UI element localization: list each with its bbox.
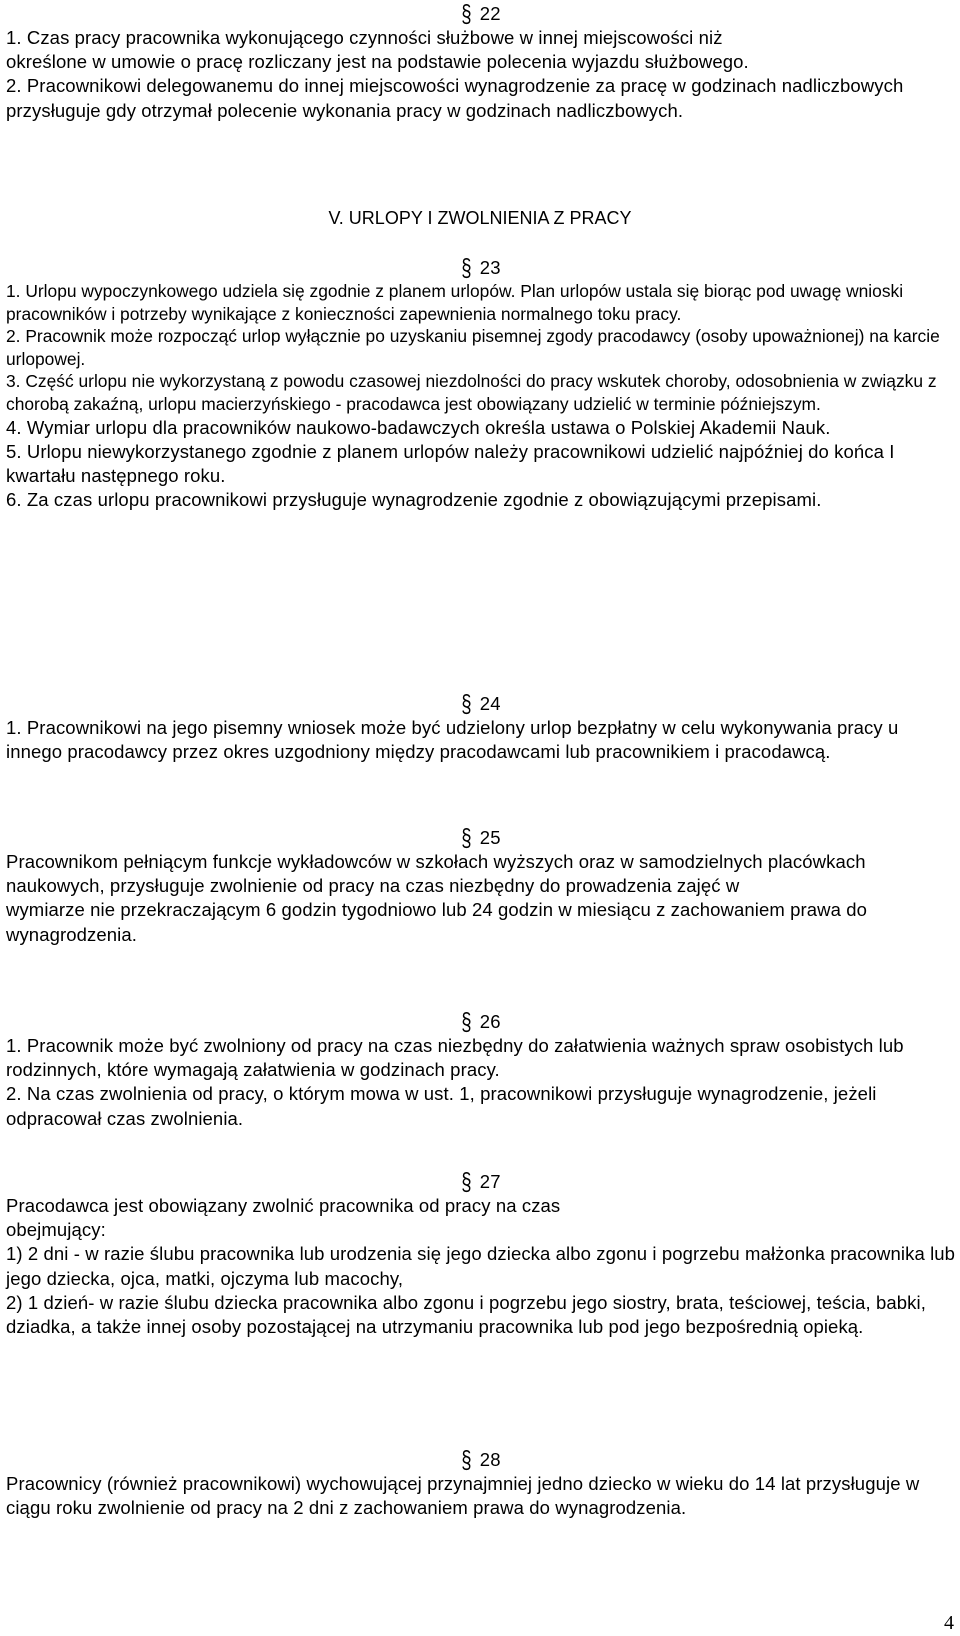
section-number: 28 [479,1449,501,1470]
paragraph: 2. Pracownik może rozpocząć urlop wyłącznie po uzyskaniu pisemnej zgody pracodawcy (osoby upoważnionej) na karcie urlopowej. [6,326,940,369]
section-22 [6,2,956,123]
section-sign: § [461,1167,472,1196]
paragraph: 4. Wymiar urlopu dla pracowników naukowo-badawczych określa ustawa o Polskiej Akademii Nauk. [6,416,831,438]
section-sign: § [461,689,472,718]
section-heading [6,253,956,282]
section-heading [6,1007,956,1036]
paragraph: 5. Urlopu niewykorzystanego zgodnie z planem urlopów należy pracownikowi udzielić najpóźniej do końca I kwartału następnego roku. [6,440,895,486]
section-heading [6,1167,956,1196]
section-sign: § [461,1445,472,1474]
page-number: 4 [944,1612,954,1634]
paragraph: 1. Pracownik może być zwolniony od pracy na czas niezbędny do załatwienia ważnych spraw osobistych lub rodzinnych, które wymagają załatwienia w godzinach pracy. [6,1035,904,1081]
section-heading [6,689,956,718]
section-sign: § [461,0,472,28]
section-sign: § [461,1007,472,1036]
paragraph: 2. Na czas zwolnienia od pracy, o którym mowa w ust. 1, pracownikowi przysługuje wynagrodzenie, jeżeli odpracował czas zwolnienia. [6,1083,877,1129]
section-heading [6,1445,956,1474]
section-28 [6,1445,956,1520]
paragraph: określone w umowie o pracę rozliczany jest na podstawie polecenia wyjazdu służbowego. [6,51,749,73]
paragraph: Pracownicy (również pracownikowi) wychowującej przynajmniej jedno dziecko w wieku do 14 lat przysługuje w ciągu roku zwolnienie od pracy na 2 dni z zachowaniem prawa do wynagrodzenia. [6,1473,920,1519]
chapter-title: V. URLOPY I ZWOLNIENIA Z PRACY [328,208,632,228]
paragraph: 1. Pracownikowi na jego pisemny wniosek może być udzielony urlop bezpłatny w celu wykonywania pracy u innego pracodawcy przez okres uzgodniony między pracodawcami lub pracownikiem i pracodawcą. [6,717,899,763]
section-number: 27 [479,1171,501,1192]
paragraph: 1) 2 dni - w razie ślubu pracownika lub urodzenia się jego dziecka albo zgonu i pogrzebu małżonka pracownika lub jego dziecka, ojca, matki, ojczyma lub macochy, [6,1243,956,1289]
section-27 [6,1167,956,1339]
section-24 [6,689,956,764]
section-23 [6,253,956,512]
section-sign: § [461,823,472,852]
paragraph: 1. Urlopu wypoczynkowego udziela się zgodnie z planem urlopów. Plan urlopów ustala się biorąc pod uwagę wnioski pracowników i potrzeby wynikające z konieczności zapewnienia normalnego toku pracy. [6,281,904,324]
paragraph: 3. Część urlopu nie wykorzystaną z powodu czasowej niezdolności do pracy wskutek choroby, odosobnienia w związku z chorobą zakaźną, urlopu macierzyńskiego - pracodawca jest obowiązany udzielić w terminie późniejszym. [6,371,937,414]
paragraph: obejmujący: [6,1219,106,1241]
section-25 [6,823,956,947]
paragraph: 1. Czas pracy pracownika wykonującego czynności służbowe w innej miejscowości niż [6,27,723,48]
paragraph: Pracownikom pełniącym funkcje wykładowców w szkołach wyższych oraz w samodzielnych placówkach naukowych, przysługuje zwolnienie od pracy na czas niezbędny do prowadzenia zajęć w [6,851,866,897]
section-number: 23 [479,257,501,278]
paragraph: wymiarze nie przekraczającym 6 godzin tygodniowo lub 24 godzin w miesiącu z zachowaniem prawa do wynagrodzenia. [6,899,868,945]
section-number: 24 [479,693,501,714]
section-number: 22 [479,3,501,24]
paragraph: 6. Za czas urlopu pracownikowi przysługuje wynagrodzenie zgodnie z obowiązującymi przepisami. [6,489,822,511]
section-sign: § [461,253,472,282]
section-number: 25 [479,827,501,848]
paragraph: 2) 1 dzień- w razie ślubu dziecka pracownika albo zgonu i pogrzebu jego siostry, brata, teściowej, teścia, babki, dziadka, a także innej osoby pozostającej na utrzymaniu pracownika lub pod jego bezpośrednią opieką. [6,1291,926,1338]
section-number: 26 [479,1011,501,1032]
section-heading [6,823,956,852]
section-heading [6,2,956,26]
section-26 [6,1007,956,1131]
paragraph: 2. Pracownikowi delegowanemu do innej miejscowości wynagrodzenie za pracę w godzinach nadliczbowych przysługuje gdy otrzymał polecenie wykonania pracy w godzinach nadliczbowych. [6,75,904,121]
paragraph: Pracodawca jest obowiązany zwolnić pracownika od pracy na czas [6,1195,561,1216]
